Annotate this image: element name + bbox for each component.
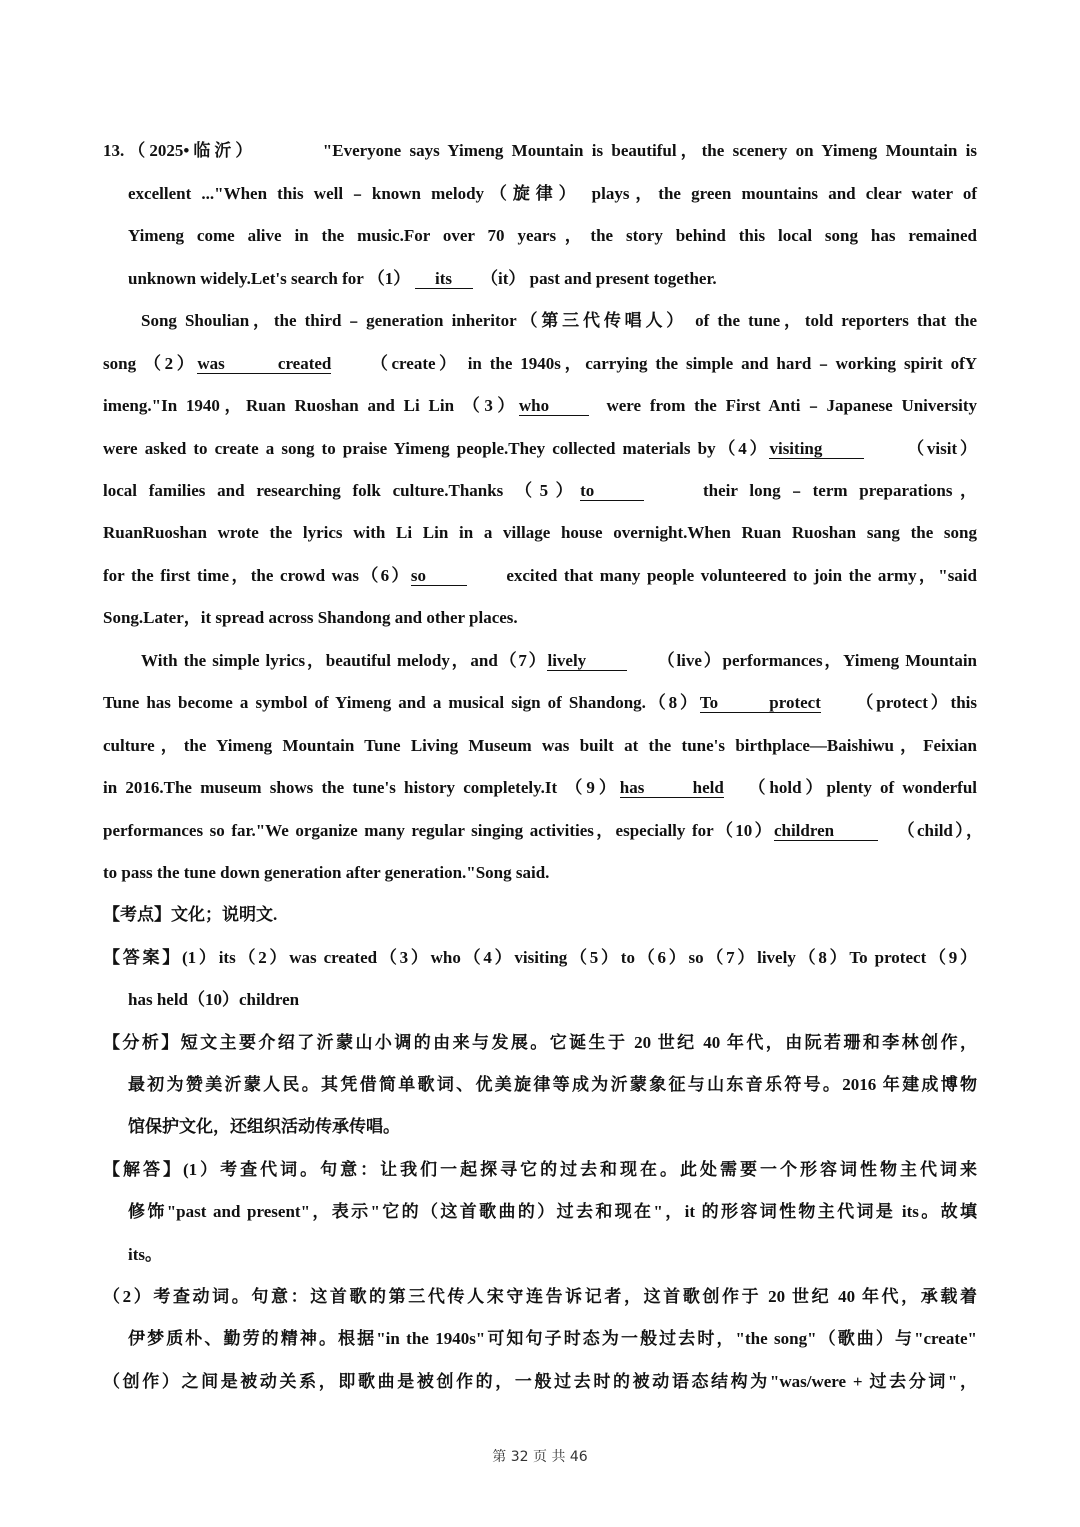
question-line-17: [103, 820, 983, 842]
blank-2: was created: [197, 354, 332, 373]
question-line-11: [103, 565, 977, 587]
question-line-8: [103, 438, 977, 460]
question-line-18: to pass the tune down generation after generation."Song said.: [103, 863, 550, 882]
question-line-2: excellent ..."When this well﹣known melody（旋律） plays，the green mountains and clear water of: [128, 184, 977, 203]
question-line-7: [103, 395, 977, 417]
blank-6: so: [411, 566, 467, 586]
text-segment: （protect）this: [856, 693, 978, 712]
text-segment: With the simple lyrics，beautiful melody，and（7）: [141, 651, 548, 670]
analysis-line-1: 【分析】短文主要介绍了沂蒙山小调的由来与发展。它诞生于 20 世纪 40 年代，由阮若珊和李林创作，: [103, 1033, 977, 1052]
question-line-10: RuanRuoshan wrote the lyrics with Li Lin in a village house overnight.When Ruan Ruoshan sang the song: [103, 523, 977, 542]
solution-line-3: its。: [128, 1245, 162, 1264]
question-line-9: [103, 480, 977, 502]
analysis-line-3: 馆保护文化，还组织活动传承传唱。: [128, 1117, 400, 1136]
question-line-12: Song.Later，it spread across Shandong and other places.: [103, 608, 518, 627]
text-segment: were from the First Anti﹣Japanese University: [606, 396, 977, 415]
solution-line-4: （2）考查动词。句意：这首歌的第三代传人宋守连告诉记者，这首歌创作于 20 世纪 40 年代，承载着: [103, 1287, 977, 1306]
answer-line-2: has held（10）children: [128, 990, 300, 1009]
text-segment: imeng."In 1940，Ruan Ruoshan and Li Lin （3）: [103, 396, 519, 415]
text-segment: for the first time，the crowd was（6）: [103, 566, 411, 585]
blank-3: who: [519, 396, 589, 416]
answer-line-1: 【答案】(1）its（2）was created（3）who（4）visiting（5）to（6）so（7）lively（8）To protect（9）: [103, 948, 977, 967]
question-line-3: Yimeng come alive in the music.For over 70 years，the story behind this local song has remained: [128, 226, 977, 245]
blank-4: visiting: [769, 439, 864, 459]
text-segment: （hold）plenty of wonderful: [748, 778, 978, 797]
solution-line-6: （创作）之间是被动关系，即歌曲是被创作的，一般过去时的被动语态结构为"was/were + 过去分词"，: [103, 1372, 977, 1391]
text-segment: （live）performances，Yimeng Mountain: [657, 651, 978, 670]
text-segment: in 2016.The museum shows the tune's history completely.It （9）: [103, 778, 620, 797]
solution-line-2: 修饰"past and present"，表示"它的（这首歌曲的）过去和现在"，it 的形容词性物主代词是 its。故填: [128, 1202, 977, 1221]
text-segment: （it） past and present together.: [481, 269, 717, 288]
solution-line-1: 【解答】(1）考查代词。句意：让我们一起探寻它的过去和现在。此处需要一个形容词性物主代词来: [103, 1160, 977, 1179]
text-segment: （create） in the 1940s，carrying the simple and hard﹣working spirit ofY: [370, 354, 978, 373]
question-number: 13.: [103, 141, 125, 160]
text-segment: （visit）: [907, 439, 978, 458]
blank-9: has held: [619, 778, 724, 797]
text-segment: unknown widely.Let's search for （1）: [128, 269, 411, 288]
analysis-line-2: 最初为赞美沂蒙人民。其凭借简单歌词、优美旋律等成为沂蒙象征与山东音乐符号。2016 年建成博物: [128, 1075, 977, 1094]
text-segment: song （2）: [103, 354, 198, 373]
text-segment: （child），: [897, 821, 984, 840]
question-line-6: [103, 353, 977, 375]
blank-1: its: [415, 269, 473, 289]
blank-5: to: [580, 481, 644, 501]
question-source: （2025•临沂）: [124, 141, 257, 160]
question-text: "Everyone says Yimeng Mountain is beautiful，the scenery on Yimeng Mountain is: [322, 141, 978, 160]
blank-10: children: [774, 821, 878, 841]
question-line-16: [103, 777, 977, 799]
solution-line-5: 伊梦质朴、勤劳的精神。根据"in the 1940s"可知句子时态为一般过去时，"the song"（歌曲）与"create": [128, 1329, 977, 1348]
question-line-14: [103, 692, 977, 714]
text-segment: Tune has become a symbol of Yimeng and a musical sign of Shandong.（8）: [103, 693, 700, 712]
text-segment: their long﹣term preparations，: [703, 481, 978, 500]
blank-8: To protect: [699, 693, 821, 712]
kaodian: 【考点】文化；说明文.: [103, 905, 278, 924]
question-line-1: [103, 140, 977, 162]
question-line-15: culture，the Yimeng Mountain Tune Living Museum was built at the tune's birthplace—Baishiwu，Feixian: [103, 736, 977, 755]
blank-7: lively: [547, 651, 627, 671]
question-line-13: [141, 650, 977, 672]
question-line-4: [128, 268, 717, 290]
page-footer: 第 32 页 共 46: [492, 1449, 588, 1465]
text-segment: were asked to create a song to praise Yimeng people.They collected materials by（4）: [103, 439, 770, 458]
question-line-5: Song Shoulian，the third﹣generation inheritor（第三代传唱人） of the tune，told reporters that the: [141, 311, 977, 330]
text-segment: excited that many people volunteered to join the army，"said: [506, 566, 977, 585]
text-segment: local families and researching folk culture.Thanks （5）: [103, 481, 581, 500]
text-segment: performances so far."We organize many regular singing activities，especially for（10）: [103, 821, 774, 840]
